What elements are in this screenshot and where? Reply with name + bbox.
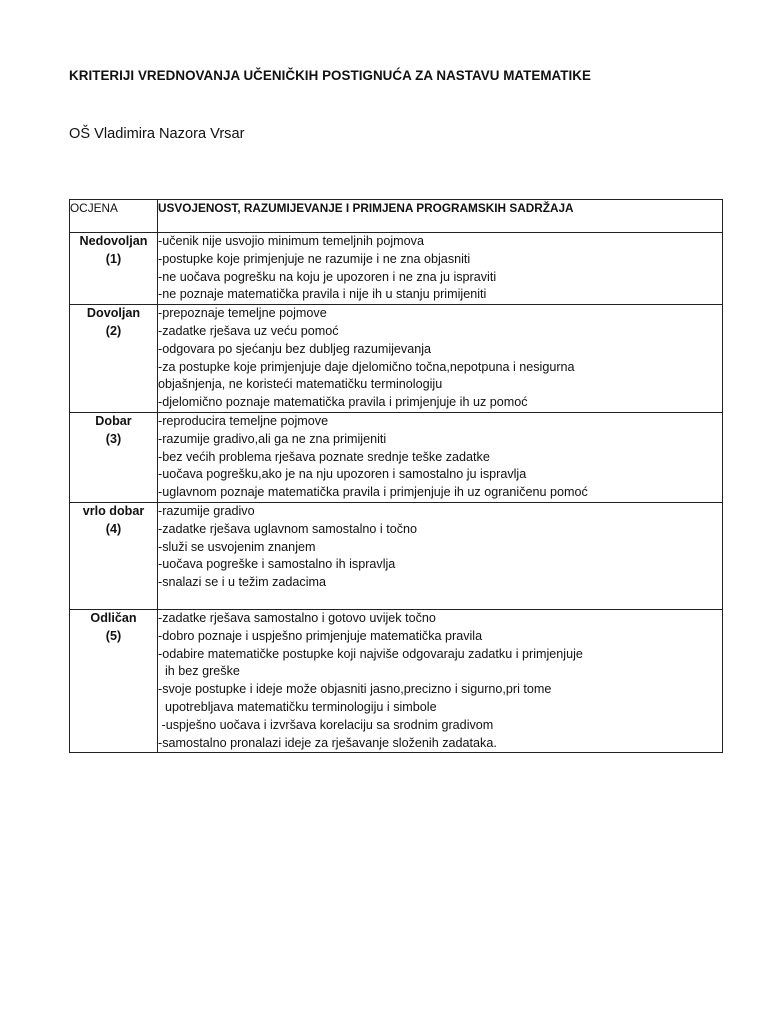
criteria-cell: [158, 412, 723, 502]
criteria-line: -služi se usvojenim znanjem: [158, 539, 316, 554]
table-row-grade-2: [70, 305, 723, 413]
criteria-line: -učenik nije usvojio minimum temeljnih pojmova: [158, 234, 424, 248]
criteria-line: -dobro poznaje i uspješno primjenjuje matematička pravila: [158, 628, 483, 643]
criteria-line: ih bez greške: [158, 664, 240, 679]
grade-cell: [70, 609, 158, 752]
criteria-line: -snalazi se i u težim zadacima: [158, 575, 326, 590]
table-row-grade-1: [70, 233, 723, 305]
grade-name: Dovoljan: [86, 306, 141, 321]
grading-criteria-table: [69, 199, 723, 753]
criteria-line: upotrebljava matematičku terminologiju i simbole: [158, 699, 437, 714]
grade-number: (2): [105, 323, 122, 338]
school-name: OŠ Vladimira Nazora Vrsar: [69, 126, 245, 142]
grade-name: Nedovoljan: [79, 234, 148, 248]
document-title: KRITERIJI VREDNOVANJA UČENIČKIH POSTIGNUĆA ZA NASTAVU MATEMATIKE: [69, 68, 591, 83]
criteria-line: -ne poznaje matematička pravila i nije ih u stanju primijeniti: [158, 287, 487, 302]
criteria-cell: [158, 609, 723, 752]
table-row-grade-3: [70, 412, 723, 502]
criteria-line: -djelomično poznaje matematička pravila i primjenjuje ih uz pomoć: [158, 395, 528, 410]
criteria-cell: [158, 502, 723, 609]
grade-name: Odličan: [90, 610, 137, 625]
grade-number: (1): [105, 251, 122, 266]
table-header-row: [70, 200, 723, 233]
criteria-cell: [158, 233, 723, 305]
criteria-line: -odabire matematičke postupke koji najviše odgovaraju zadatku i primjenjuje: [158, 646, 583, 661]
criteria-line: objašnjenja, ne koristeći matematičku terminologiju: [158, 377, 443, 392]
grade-cell: [70, 412, 158, 502]
header-description: USVOJENOST, RAZUMIJEVANJE I PRIMJENA PROGRAMSKIH SADRŽAJA: [158, 200, 723, 233]
criteria-line: -uglavnom poznaje matematička pravila i primjenjuje ih uz ograničenu pomoć: [158, 485, 588, 500]
grade-number: (3): [105, 431, 122, 446]
header-grade: OCJENA: [70, 200, 158, 233]
grade-number: (5): [105, 628, 122, 643]
grade-number: (4): [105, 521, 122, 536]
grade-name: vrlo dobar: [82, 503, 145, 518]
criteria-line: -ne uočava pogrešku na koju je upozoren i ne zna ju ispraviti: [158, 269, 497, 284]
criteria-line: -postupke koje primjenjuje ne razumije i ne zna objasniti: [158, 251, 471, 266]
criteria-line: -zadatke rješava samostalno i gotovo uvijek točno: [158, 610, 436, 625]
criteria-line: -samostalno pronalazi ideje za rješavanje složenih zadataka.: [158, 735, 497, 750]
grade-name: Dobar: [95, 413, 132, 428]
grade-cell: [70, 305, 158, 413]
grade-cell: [70, 233, 158, 305]
criteria-line: -prepoznaje temeljne pojmove: [158, 306, 327, 321]
table-row-grade-5: [70, 609, 723, 752]
criteria-line: -reproducira temeljne pojmove: [158, 413, 329, 428]
criteria-cell: [158, 305, 723, 413]
criteria-line: -uspješno uočava i izvršava korelaciju sa srodnim gradivom: [158, 717, 494, 732]
criteria-line: -razumije gradivo,ali ga ne zna primijeniti: [158, 431, 387, 446]
criteria-line: -zadatke rješava uglavnom samostalno i točno: [158, 521, 418, 536]
criteria-line: -uočava pogreške i samostalno ih ispravlja: [158, 557, 396, 572]
criteria-line: -uočava pogrešku,ako je na nju upozoren i samostalno ju ispravlja: [158, 467, 527, 482]
criteria-line: -zadatke rješava uz veću pomoć: [158, 323, 339, 338]
table-row-grade-4: [70, 502, 723, 609]
grade-cell: [70, 502, 158, 609]
criteria-line: -razumije gradivo: [158, 503, 255, 518]
criteria-line: -za postupke koje primjenjuje daje djelomično točna,nepotpuna i nesigurna: [158, 359, 575, 374]
criteria-line: -svoje postupke i ideje može objasniti jasno,precizno i sigurno,pri tome: [158, 682, 552, 697]
criteria-line: -bez većih problema rješava poznate srednje teške zadatke: [158, 449, 490, 464]
criteria-line: -odgovara po sjećanju bez dubljeg razumijevanja: [158, 341, 432, 356]
